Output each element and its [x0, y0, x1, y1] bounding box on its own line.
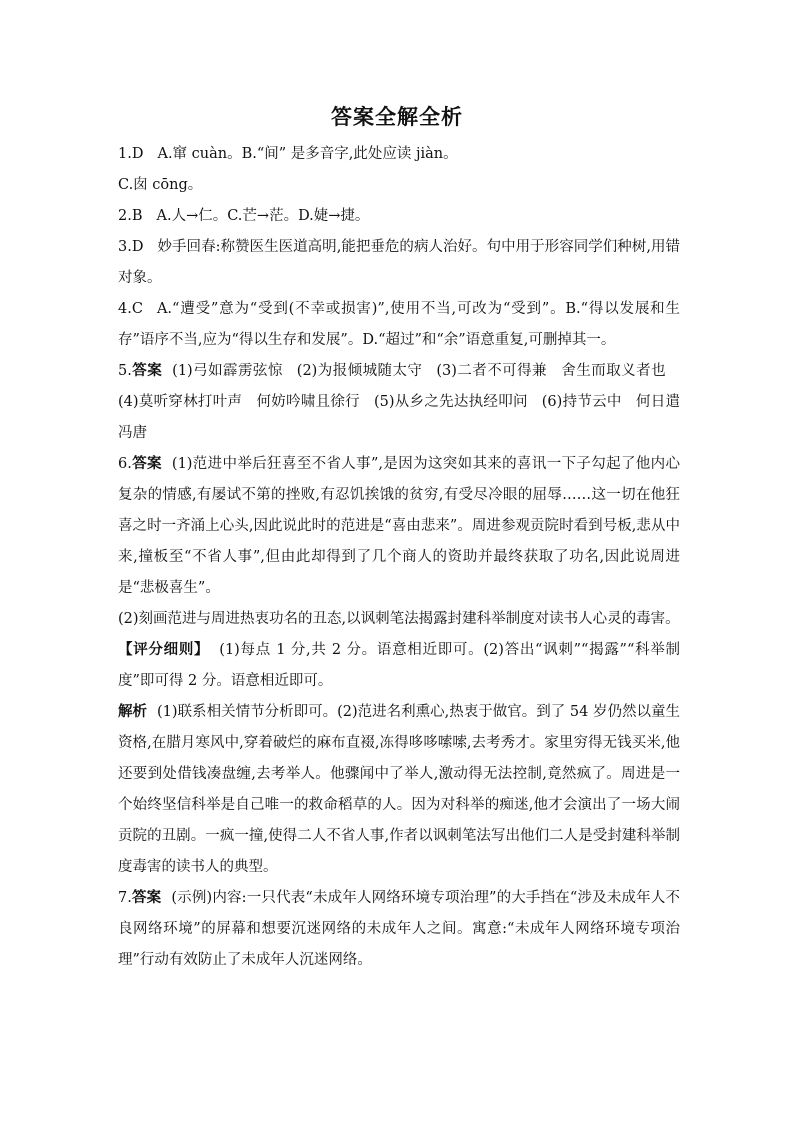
answer-5-item-2: (2)为报倾城随太守: [296, 363, 423, 379]
answer-2-number: 2.B: [118, 208, 143, 224]
answer-6: [118, 449, 680, 604]
answer-1-continued: [118, 170, 680, 201]
scoring-rubric-text: (1)每点 1 分,共 2 分。语意相近即可。(2)答出“讽刺”“揭露”“科举制度”即可得 2 分。语意相近即可。: [118, 642, 681, 689]
answer-1-text-2: C.囱 cōng。: [118, 177, 203, 193]
analysis: [118, 697, 680, 883]
answer-5-item-3b: 舍生而取义者也: [560, 363, 667, 379]
answer-3: [118, 232, 680, 294]
answer-5-item-1: (1)弓如霹雳弦惊: [172, 363, 283, 379]
answer-4-text: A.“遭受”意为“受到(不幸或损害)”,使用不当,可改为“受到”。B.“得以发展和生存”语序不当,应为“得以生存和发展”。D.“超过”和“余”语意重复,可删掉其一。: [118, 301, 680, 348]
answer-5-number: 5.: [118, 363, 132, 379]
answer-1: [118, 139, 680, 170]
answer-1-text: A.窜 cuàn。B.“间” 是多音字,此处应读 jiàn。: [157, 146, 458, 162]
answer-2-text: A.人→仁。C.芒→茫。D.婕→捷。: [156, 208, 370, 224]
answer-2: [118, 201, 680, 232]
answer-7-label: 答案: [131, 890, 162, 906]
answer-7-text: (示例)内容:一只代表“未成年人网络环境专项治理”的大手挡在“涉及未成年人不良网络环境”的屏幕和想要沉迷网络的未成年人之间。寓意:“未成年人网络环境专项治理”行动有效防止了未成年人沉迷网络。: [118, 890, 681, 968]
answer-5-item-6a: (6)持节云中: [541, 394, 622, 410]
answer-5-item-4a: (4)莫听穿林打叶声: [118, 394, 243, 410]
analysis-label: 解析: [118, 704, 148, 720]
answer-3-number: 3.D: [118, 239, 144, 255]
page-title: 答案全解全析: [331, 105, 463, 129]
answer-4-number: 4.C: [118, 301, 143, 317]
answer-7-number: 7.: [118, 890, 132, 906]
answer-3-text: 妙手回春:称赞医生医道高明,能把垂危的病人治好。句中用于形容同学们种树,用错对象。: [118, 239, 680, 286]
answer-1-number: 1.D: [118, 146, 144, 162]
answer-5-label: 答案: [131, 363, 163, 379]
answer-6-label: 答案: [131, 456, 162, 472]
answer-5-item-5: (5)从乡之先达执经叩问: [373, 394, 528, 410]
answer-7: [118, 883, 680, 976]
answer-6-part-2: (2)刻画范进与周进热衷功名的丑态,以讽刺笔法揭露封建科举制度对读书人心灵的毒害。: [118, 611, 680, 627]
scoring-rubric: [118, 635, 680, 697]
answer-4: [118, 294, 680, 356]
scoring-rubric-label: 【评分细则】: [118, 642, 210, 658]
answer-content: [118, 139, 680, 976]
answer-5: [118, 356, 680, 449]
answer-6-part-1: (1)范进中举后狂喜至不省人事”,是因为这突如其来的喜讯一下子勾起了他内心复杂的情感,有屡试不第的挫败,有忍饥挨饿的贫穷,有受尽冷眼的屈辱……这一切在他狂喜之时一齐涌上心头,因此说此时的范进是“喜由悲来”。周进参观贡院时看到号板,悲从中来,撞板至“不省人事”,但由此却得到了几个商人的资助并最终获取了功名,因此说周进是“悲极喜生”。: [118, 456, 681, 596]
answer-5-item-3a: (3)二者不可得兼: [436, 363, 547, 379]
analysis-text: (1)联系相关情节分析即可。(2)范进名利熏心,热衷于做官。到了 54 岁仍然以童生资格,在腊月寒风中,穿着破烂的麻布直裰,冻得哆哆嗦嗦,去考秀才。家里穷得无钱买米,他还要到处借钱凑盘缠,去考举人。他骤闻中了举人,激动得无法控制,竟然疯了。周进是一个始终坚信科举是自己唯一的救命稻草的人。因为对科举的痴迷,他才会演出了一场大闹贡院的丑剧。一疯一撞,使得二人不省人事,作者以讽刺笔法写出他们二人是受封建科举制度毒害的读书人的典型。: [118, 704, 681, 875]
answer-5-item-4b: 何妨吟啸且徐行: [256, 394, 360, 410]
answer-5-item-6b: 何日遣冯唐: [118, 394, 680, 441]
answer-6-number: 6.: [118, 456, 132, 472]
answer-6-part-2-para: [118, 604, 680, 635]
